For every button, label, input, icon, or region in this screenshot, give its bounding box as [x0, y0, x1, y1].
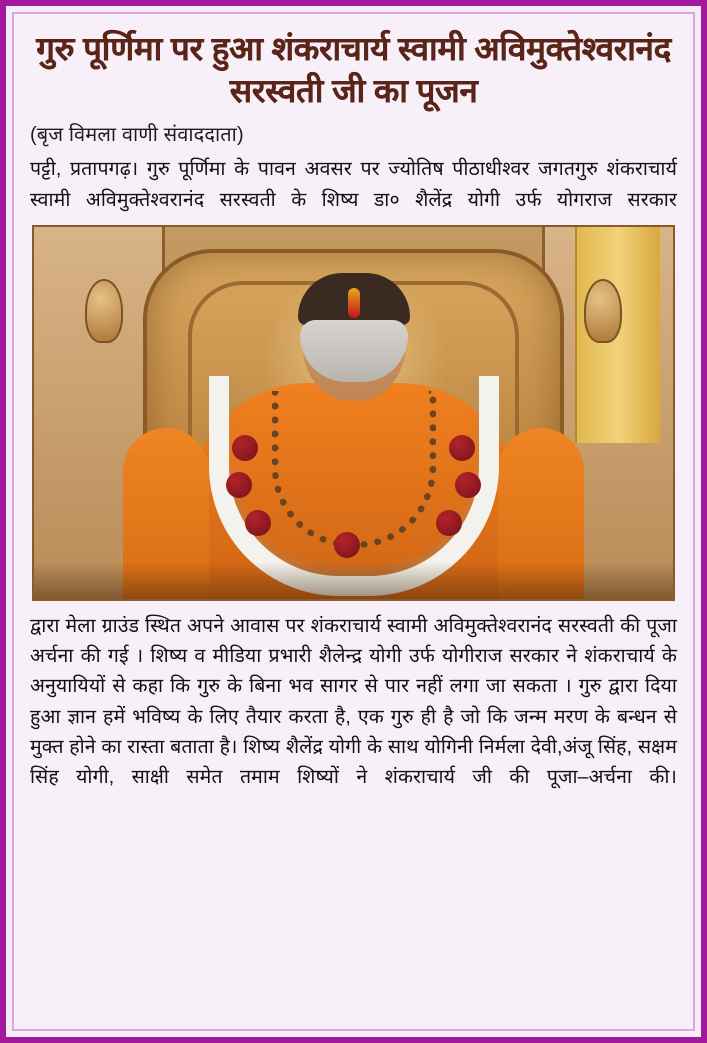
article-photo	[32, 225, 675, 601]
photo-rose	[449, 435, 475, 461]
photo-foreground-shadow	[34, 562, 673, 599]
page-title: गुरु पूर्णिमा पर हुआ शंकराचार्य स्वामी अविमुक्तेश्वरानंद सरस्वती जी का पूजन	[36, 30, 671, 110]
photo-finial-left	[85, 279, 123, 343]
photo-rose	[226, 472, 252, 498]
clipping-inner-frame	[12, 12, 695, 1031]
article-body-paragraph: द्वारा मेला ग्राउंड स्थित अपने आवास पर शंकराचार्य स्वामी अविमुक्तेश्वरानंद सरस्वती की पूजा अर्चना की गई । शिष्य व मीडिया प्रभारी शैलेन्द्र योगी उर्फ योगीराज सरकार ने शंकराचार्य के अनुयायियों से कहा कि गुरु के बिना भव सागर से पार नहीं लगा जा सकता । गुरु द्वारा दिया हुआ ज्ञान हमें भविष्य के लिए तैयार करता है, एक गुरु ही है जो कि जन्म मरण के बन्धन से मुक्त होने का रास्ता बताता है। शिष्य शैलेंद्र योगी के साथ योगिनी निर्मला देवी,अंजू सिंह, सक्षम सिंह योगी, साक्षी समेत तमाम शिष्यों ने शंकराचार्य जी की पूजा–अर्चना की।	[30, 614, 677, 788]
photo-rose	[245, 510, 271, 536]
article-lead-paragraph: पट्टी, प्रतापगढ़। गुरु पूर्णिमा के पावन अवसर पर ज्योतिष पीठाधीश्वर जगतगुरु शंकराचार्य स्वामी अविमुक्तेश्वरानंद सरस्वती के शिष्य डा० शैलेंद्र योगी उर्फ योगराज सरकार	[30, 158, 677, 211]
photo-illustration	[34, 227, 673, 599]
photo-finial-right	[584, 279, 622, 343]
byline: (बृज विमला वाणी संवाददाता)	[30, 124, 244, 147]
photo-rose	[436, 510, 462, 536]
photo-tilak	[348, 288, 360, 318]
